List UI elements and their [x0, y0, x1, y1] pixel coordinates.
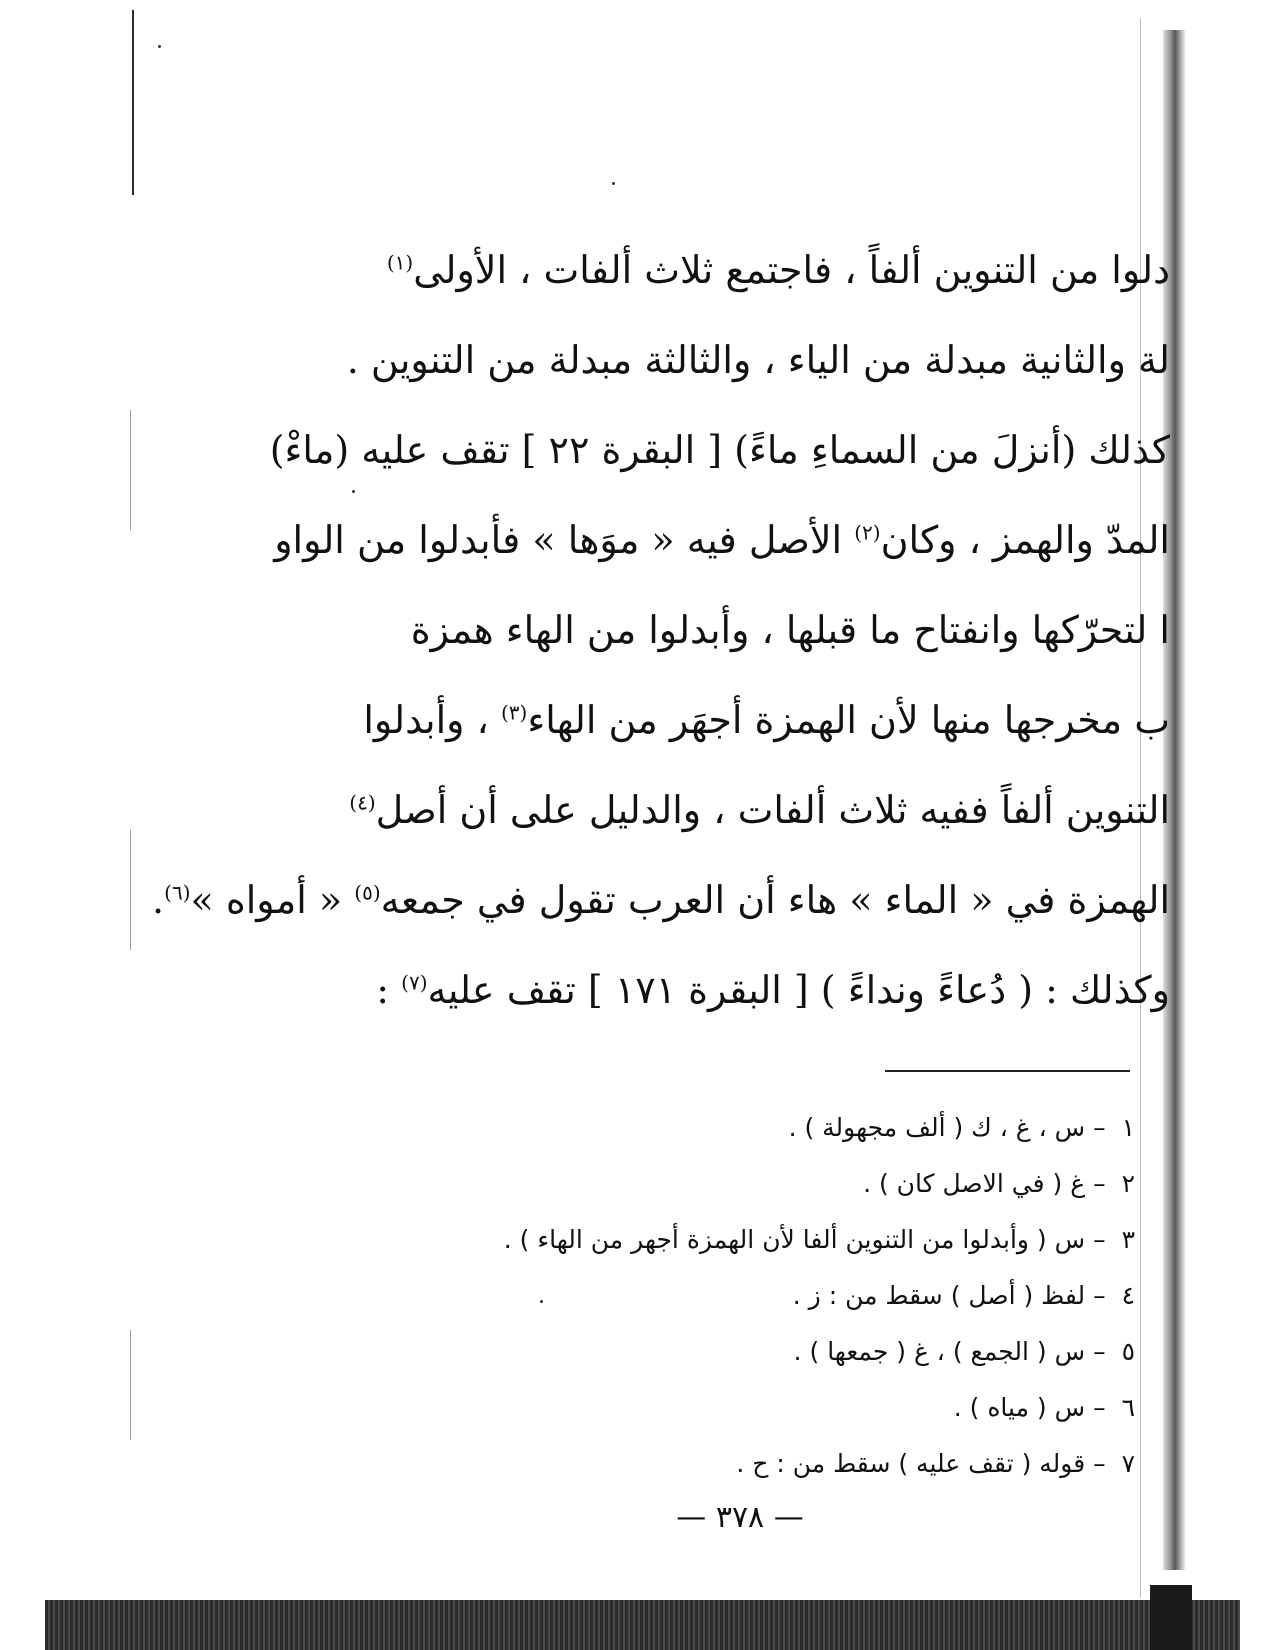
footnotes: [430, 1100, 1135, 1492]
footnote-number: ١: [1121, 1113, 1135, 1142]
footnote-dash: –: [1085, 1113, 1114, 1142]
footnote-text: س ، غ ، ك ( ألف مجهولة ) .: [788, 1113, 1086, 1142]
footnote-separator: [885, 1070, 1130, 1072]
scan-margin-mark: [130, 1330, 131, 1440]
footnote-item: [430, 1100, 1135, 1156]
body-text-segment: ا لتحرّكها وانفتاح ما قبلها ، وأبدلوا من الهاء همزة: [410, 608, 1170, 652]
footnote-dash: –: [1085, 1449, 1114, 1478]
footnote-item: [430, 1156, 1135, 1212]
footnote-dash: –: [1085, 1225, 1114, 1254]
page-number: — ٣٧٨ —: [676, 1500, 804, 1535]
body-line: [360, 945, 1170, 1035]
footnote-text: قوله ( تقف عليه ) سقط من : ح .: [736, 1449, 1086, 1478]
footnote-text: س ( مياه ) .: [953, 1393, 1086, 1422]
body-text-segment: وكذلك : ( دُعاءً ونداءً ) [ البقرة ١٧١ ] تقف عليه: [427, 968, 1170, 1012]
footnote-text: غ ( في الاصل كان ) .: [863, 1169, 1086, 1198]
body-line: [360, 585, 1170, 675]
footnote-ref: (٦): [164, 880, 191, 905]
footnote-number: ٤: [1121, 1281, 1135, 1310]
body-text: [152, 225, 1170, 1035]
footnote-number: ٢: [1121, 1169, 1135, 1198]
body-text-segment: « أمواه »: [190, 878, 355, 922]
scan-bottom-band: [45, 1600, 1240, 1650]
footnote-ref: (٥): [354, 880, 381, 905]
body-text-segment: المدّ والهمز ، وكان: [880, 518, 1170, 562]
body-line: [269, 405, 1170, 495]
scan-margin-rule: [132, 10, 134, 195]
footnote-item: [430, 1380, 1135, 1436]
footnote-text: س ( الجمع ) ، غ ( جمعها ) .: [793, 1337, 1086, 1366]
body-line: [360, 225, 1170, 315]
footnote-ref: (٤): [349, 790, 376, 815]
body-line: [360, 675, 1170, 765]
body-text-segment: الأصل فيه « موَها » فأبدلوا من الواو: [274, 518, 855, 562]
scan-speck: [612, 182, 615, 185]
body-line: [349, 765, 1170, 855]
body-text-segment: دلوا من التنوين ألفاً ، فاجتمع ثلاث ألفات ، الأولى: [413, 248, 1170, 292]
footnote-item: [430, 1268, 1135, 1324]
body-text-segment: :: [376, 968, 402, 1012]
scan-speck: [158, 45, 161, 48]
footnote-dash: –: [1085, 1169, 1114, 1198]
body-text-segment: التنوين ألفاً ففيه ثلاث ألفات ، والدليل على أن أصل: [375, 788, 1170, 832]
body-text-segment: ، وأبدلوا: [363, 698, 501, 742]
footnote-item: [430, 1212, 1135, 1268]
footnote-item: [430, 1324, 1135, 1380]
footnote-number: ٣: [1121, 1225, 1135, 1254]
footnote-ref: (٧): [401, 970, 428, 995]
footnote-text: لفظ ( أصل ) سقط من : ز .: [792, 1281, 1086, 1310]
scan-bottom-corner: [1150, 1585, 1192, 1650]
body-line: [346, 315, 1170, 405]
footnote-dash: –: [1085, 1337, 1114, 1366]
footnote-ref: (٢): [854, 520, 881, 545]
footnote-ref: (١): [386, 250, 414, 275]
body-line: [152, 855, 1170, 945]
footnote-dash: –: [1085, 1281, 1114, 1310]
body-text-segment: .: [152, 878, 165, 922]
footnote-item: [430, 1436, 1135, 1492]
footnote-number: ٧: [1121, 1449, 1135, 1478]
body-text-segment: لة والثانية مبدلة من الياء ، والثالثة مبدلة من التنوين .: [346, 338, 1170, 382]
footnote-ref: (٣): [500, 700, 528, 725]
body-text-segment: ب مخرجها منها لأن الهمزة أجهَر من الهاء: [527, 698, 1170, 742]
body-text-segment: الهمزة في « الماء » هاء أن العرب تقول في جمعه: [380, 878, 1170, 922]
body-text-segment: كذلك (أنزلَ من السماءِ ماءً) [ البقرة ٢٢ ] تقف عليه (ماءْ): [269, 428, 1170, 472]
scan-margin-mark: [130, 410, 131, 530]
footnote-number: ٦: [1121, 1393, 1135, 1422]
scan-margin-mark: [130, 830, 131, 950]
footnote-dash: –: [1085, 1393, 1114, 1422]
footnote-number: ٥: [1121, 1337, 1135, 1366]
footnote-text: س ( وأبدلوا من التنوين ألفا لأن الهمزة أجهر من الهاء ) .: [503, 1225, 1086, 1254]
body-line: [274, 495, 1170, 585]
